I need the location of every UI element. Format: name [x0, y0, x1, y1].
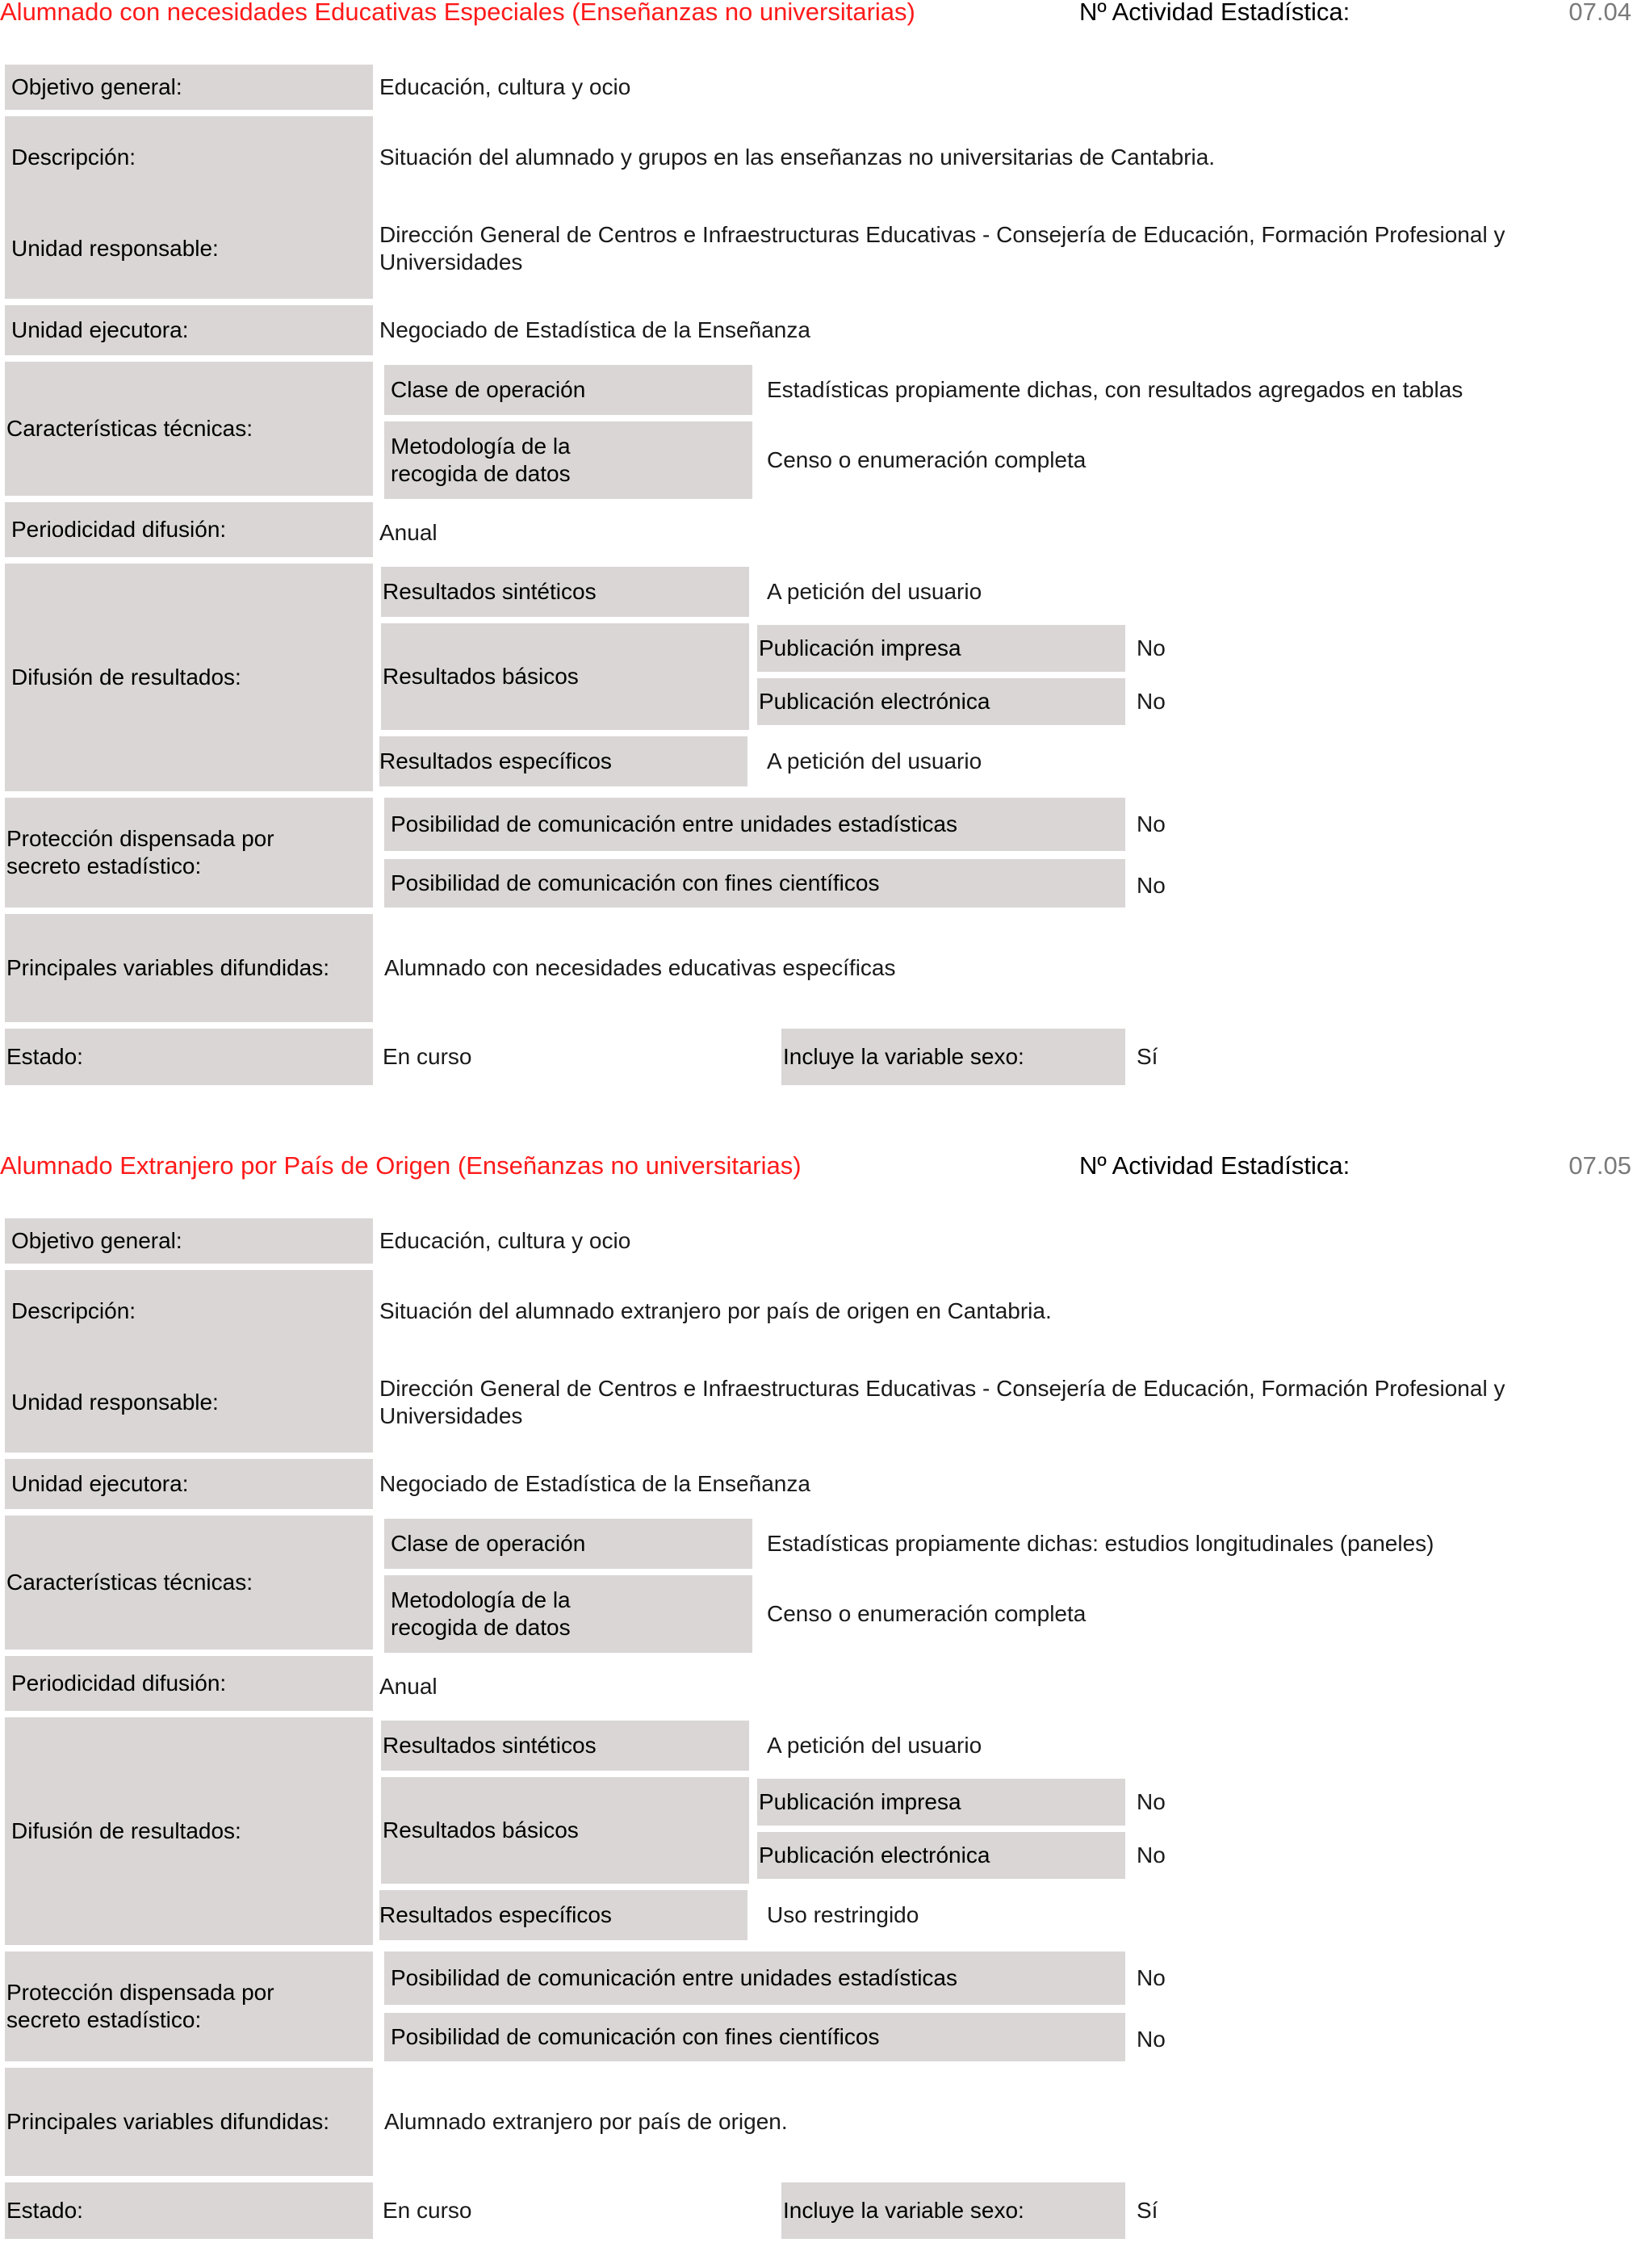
- metodologia-label: Metodología de la recogida de datos: [384, 1575, 752, 1653]
- activity-title: Alumnado Extranjero por País de Origen (Enseñanzas no universitarias): [0, 1151, 802, 1180]
- metodologia-value: Censo o enumeración completa: [767, 1601, 1087, 1626]
- variable-sexo-label: Incluye la variable sexo:: [781, 1029, 1125, 1085]
- estado-value: En curso: [383, 1044, 472, 1069]
- resultados-especificos-value: A petición del usuario: [767, 748, 982, 773]
- unidad-ejecutora-label: Unidad ejecutora:: [5, 305, 373, 355]
- clase-operacion-value: Estadísticas propiamente dichas, con resultados agregados en tablas: [767, 377, 1463, 402]
- publicacion-impresa-label: Publicación impresa: [757, 625, 1125, 672]
- variable-sexo-value: Sí: [1137, 1044, 1158, 1069]
- comunicacion-unidades-label: Posibilidad de comunicación entre unidades estadísticas: [384, 1951, 1125, 2005]
- objetivo-label: Objetivo general:: [5, 65, 373, 110]
- descripcion-value: Situación del alumnado y grupos en las enseñanzas no universitarias de Cantabria.: [379, 145, 1216, 170]
- unidad-responsable-value: Dirección General de Centros e Infraestructuras Educativas - Consejería de Educación, Formación Profesional y Universidades: [379, 222, 1505, 275]
- estado-label: Estado:: [5, 1029, 373, 1085]
- activity-title: Alumnado con necesidades Educativas Especiales (Enseñanzas no universitarias): [0, 0, 915, 26]
- estado-value: En curso: [383, 2198, 472, 2223]
- variable-sexo-label: Incluye la variable sexo:: [781, 2182, 1125, 2239]
- variables-value: Alumnado extranjero por país de origen.: [384, 2109, 788, 2134]
- publicacion-electronica-label: Publicación electrónica: [757, 678, 1125, 725]
- unidad-ejecutora-label: Unidad ejecutora:: [5, 1459, 373, 1509]
- periodicidad-value: Anual: [379, 520, 438, 545]
- resultados-especificos-label: Resultados específicos: [379, 736, 747, 786]
- comunicacion-cientificos-label: Posibilidad de comunicación con fines científicos: [384, 859, 1125, 908]
- unidad-responsable-value: Dirección General de Centros e Infraestructuras Educativas - Consejería de Educación, Formación Profesional y Universidades: [379, 1376, 1505, 1428]
- activity-section: [0, 0, 1633, 1114]
- resultados-basicos-label: Resultados básicos: [381, 623, 749, 730]
- publicacion-impresa-value: No: [1137, 1789, 1166, 1814]
- resultados-sinteticos-label: Resultados sintéticos: [381, 567, 749, 617]
- comunicacion-cientificos-label: Posibilidad de comunicación con fines científicos: [384, 2013, 1125, 2061]
- clase-operacion-label: Clase de operación: [384, 365, 752, 415]
- activity-number: 07.05: [1568, 1151, 1631, 1180]
- estado-label: Estado:: [5, 2182, 373, 2239]
- publicacion-electronica-value: No: [1137, 1842, 1166, 1868]
- descripcion-label: Descripción:: [5, 1270, 373, 1352]
- proteccion-label: Protección dispensada por secreto estadístico:: [5, 1951, 373, 2061]
- caracteristicas-label: Características técnicas:: [5, 362, 373, 496]
- metodologia-value: Censo o enumeración completa: [767, 447, 1087, 472]
- periodicidad-label: Periodicidad difusión:: [5, 1656, 373, 1711]
- resultados-especificos-value: Uso restringido: [767, 1902, 919, 1927]
- caracteristicas-label: Características técnicas:: [5, 1515, 373, 1650]
- periodicidad-label: Periodicidad difusión:: [5, 502, 373, 557]
- resultados-basicos-label: Resultados básicos: [381, 1777, 749, 1884]
- periodicidad-value: Anual: [379, 1674, 438, 1699]
- clase-operacion-value: Estadísticas propiamente dichas: estudios longitudinales (paneles): [767, 1531, 1434, 1556]
- comunicacion-unidades-value: No: [1137, 1965, 1166, 1990]
- proteccion-label: Protección dispensada por secreto estadístico:: [5, 798, 373, 908]
- resultados-sinteticos-label: Resultados sintéticos: [381, 1721, 749, 1771]
- publicacion-electronica-value: No: [1137, 689, 1166, 714]
- comunicacion-cientificos-value: No: [1137, 873, 1166, 898]
- variables-value: Alumnado con necesidades educativas específicas: [384, 955, 896, 980]
- variables-label: Principales variables difundidas:: [5, 2068, 373, 2176]
- publicacion-impresa-value: No: [1137, 635, 1166, 660]
- objetivo-value: Educación, cultura y ocio: [379, 1228, 631, 1253]
- resultados-especificos-label: Resultados específicos: [379, 1890, 747, 1940]
- activity-section: [0, 1151, 1633, 2268]
- comunicacion-cientificos-value: No: [1137, 2027, 1166, 2052]
- descripcion-value: Situación del alumnado extranjero por país de origen en Cantabria.: [379, 1298, 1052, 1323]
- difusion-label: Difusión de resultados:: [5, 564, 373, 791]
- clase-operacion-label: Clase de operación: [384, 1519, 752, 1569]
- variable-sexo-value: Sí: [1137, 2198, 1158, 2223]
- unidad-responsable-label: Unidad responsable:: [5, 1352, 373, 1453]
- resultados-sinteticos-value: A petición del usuario: [767, 1733, 982, 1758]
- resultados-sinteticos-value: A petición del usuario: [767, 579, 982, 604]
- difusion-label: Difusión de resultados:: [5, 1717, 373, 1945]
- unidad-ejecutora-value: Negociado de Estadística de la Enseñanza: [379, 1471, 810, 1496]
- metodologia-label: Metodología de la recogida de datos: [384, 421, 752, 499]
- comunicacion-unidades-value: No: [1137, 811, 1166, 836]
- variables-label: Principales variables difundidas:: [5, 914, 373, 1022]
- activity-number-label: Nº Actividad Estadística:: [1079, 0, 1350, 26]
- unidad-responsable-label: Unidad responsable:: [5, 199, 373, 299]
- descripcion-label: Descripción:: [5, 116, 373, 199]
- activity-number: 07.04: [1568, 0, 1631, 26]
- activity-number-label: Nº Actividad Estadística:: [1079, 1151, 1350, 1180]
- objetivo-label: Objetivo general:: [5, 1218, 373, 1264]
- objetivo-value: Educación, cultura y ocio: [379, 74, 631, 99]
- unidad-ejecutora-value: Negociado de Estadística de la Enseñanza: [379, 317, 810, 342]
- comunicacion-unidades-label: Posibilidad de comunicación entre unidades estadísticas: [384, 798, 1125, 851]
- publicacion-impresa-label: Publicación impresa: [757, 1779, 1125, 1826]
- publicacion-electronica-label: Publicación electrónica: [757, 1832, 1125, 1879]
